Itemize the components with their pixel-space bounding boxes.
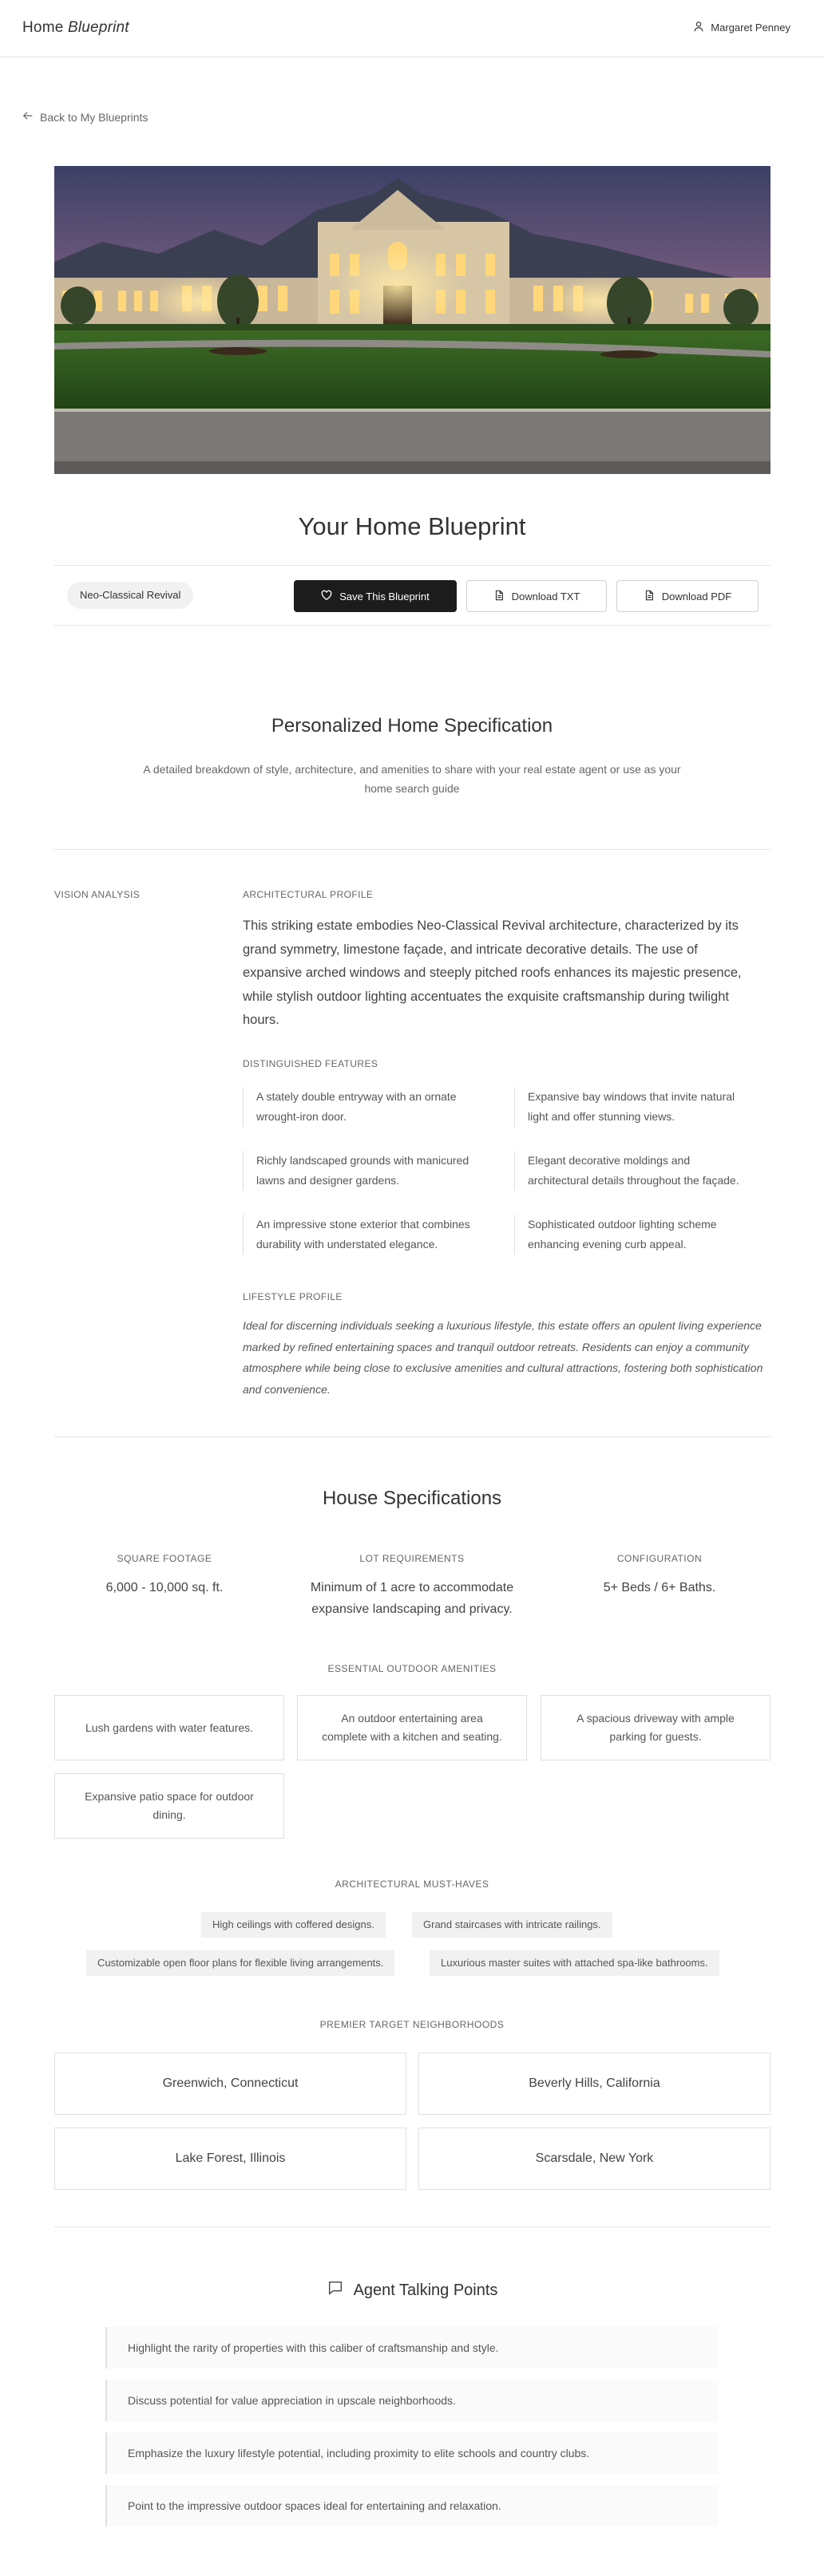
square-footage-value: 6,000 - 10,000 sq. ft. xyxy=(105,1581,224,1594)
save-blueprint-label: Save This Blueprint xyxy=(339,590,430,603)
brand-logo[interactable] xyxy=(22,19,129,37)
action-bar xyxy=(54,565,771,626)
section-divider xyxy=(54,1436,771,1437)
neighborhood-card: Greenwich, Connecticut xyxy=(54,2053,406,2115)
user-icon xyxy=(693,21,704,34)
back-link-label: Back to My Blueprints xyxy=(40,110,149,124)
feature-item: A stately double entryway with an ornate wrought-iron door. xyxy=(243,1087,482,1127)
chat-bubble-icon xyxy=(327,2279,344,2301)
talking-point: Emphasize the luxury lifestyle potential, including proximity to elite schools and country clubs. xyxy=(105,2432,719,2474)
brand-italic: Blueprint xyxy=(67,19,129,36)
must-have-tag: High ceilings with coffered designs. xyxy=(201,1912,386,1938)
user-name: Margaret Penney xyxy=(711,22,790,34)
agent-talking-points-title: Agent Talking Points xyxy=(353,2281,498,2299)
lot-requirements-value: Minimum of 1 acre to accommodate expansive landscaping and privacy. xyxy=(310,1581,514,1616)
heart-icon xyxy=(321,590,332,603)
arrow-left-icon xyxy=(22,110,34,124)
back-link[interactable] xyxy=(22,110,148,124)
feature-item: Sophisticated outdoor lighting scheme enhancing evening curb appeal. xyxy=(514,1215,754,1254)
must-have-tag: Luxurious master suites with attached spa-like bathrooms. xyxy=(430,1950,719,1976)
file-icon xyxy=(493,590,505,603)
specification-title: Personalized Home Specification xyxy=(271,715,553,737)
feature-item: Expansive bay windows that invite natural light and offer stunning views. xyxy=(514,1087,754,1127)
specification-description: A detailed breakdown of style, architecture, and amenities to share with your real estate agent or use as your home search guide xyxy=(143,763,681,795)
download-txt-button[interactable] xyxy=(466,580,607,612)
agent-talking-points-heading xyxy=(0,2279,824,2301)
download-pdf-button[interactable] xyxy=(616,580,759,612)
architectural-must-haves-label: ARCHITECTURAL MUST-HAVES xyxy=(335,1879,489,1890)
amenity-card: A spacious driveway with ample parking for guests. xyxy=(541,1695,771,1760)
must-have-tag: Customizable open floor plans for flexible living arrangements. xyxy=(86,1950,394,1976)
section-divider xyxy=(54,2226,771,2227)
feature-item: An impressive stone exterior that combines durability with understated elegance. xyxy=(243,1215,482,1254)
house-specifications-title: House Specifications xyxy=(322,1488,502,1509)
lifestyle-profile-text: Ideal for discerning individuals seeking a luxurious lifestyle, this estate offers an opulent living experience marked by refined entertaining spaces and tranquil outdoor retreats. Residents can enjoy a community atmosphere while being close to exclusive amenities and cultural attractions, fostering both sophistication and convenience. xyxy=(243,1319,763,1396)
brand-main: Home xyxy=(22,19,68,36)
hero-house-image xyxy=(54,166,771,474)
page-title: Your Home Blueprint xyxy=(298,512,526,540)
file-icon xyxy=(644,590,655,603)
lifestyle-profile-label: LIFESTYLE PROFILE xyxy=(243,1291,343,1302)
amenity-card: An outdoor entertaining area complete with a kitchen and seating. xyxy=(297,1695,527,1760)
target-neighborhoods-label: PREMIER TARGET NEIGHBORHOODS xyxy=(319,2019,505,2030)
style-badge: Neo-Classical Revival xyxy=(67,582,193,609)
outdoor-amenities-label: ESSENTIAL OUTDOOR AMENITIES xyxy=(327,1663,497,1674)
amenity-card: Lush gardens with water features. xyxy=(54,1695,284,1760)
neighborhood-card: Scarsdale, New York xyxy=(418,2128,771,2190)
download-pdf-label: Download PDF xyxy=(661,590,732,603)
talking-point: Point to the impressive outdoor spaces ideal for entertaining and relaxation. xyxy=(105,2485,719,2527)
feature-item: Richly landscaped grounds with manicured lawns and designer gardens. xyxy=(243,1151,482,1191)
user-menu[interactable] xyxy=(693,21,790,34)
section-divider xyxy=(54,849,771,850)
download-txt-label: Download TXT xyxy=(511,590,580,603)
architectural-profile-label: ARCHITECTURAL PROFILE xyxy=(243,889,374,900)
talking-point: Discuss potential for value appreciation in upscale neighborhoods. xyxy=(105,2380,719,2421)
vision-analysis-label: VISION ANALYSIS xyxy=(54,889,141,900)
neighborhood-card: Lake Forest, Illinois xyxy=(54,2128,406,2190)
square-footage-label: SQUARE FOOTAGE xyxy=(117,1553,212,1564)
architectural-profile-text: This striking estate embodies Neo-Classical Revival architecture, characterized by its grand symmetry, limestone façade, and intricate decorative details. The use of expansive arched windows and steeply pitched roofs enhances its majestic presence, while stylish outdoor lighting accentuates the exquisite craftsmanship during twilight hours. xyxy=(243,919,742,1027)
configuration-label: CONFIGURATION xyxy=(616,1553,703,1564)
amenity-card: Expansive patio space for outdoor dining. xyxy=(54,1773,284,1839)
feature-item: Elegant decorative moldings and architectural details throughout the façade. xyxy=(514,1151,754,1191)
top-header xyxy=(0,0,824,57)
configuration-value: 5+ Beds / 6+ Baths. xyxy=(603,1581,716,1594)
save-blueprint-button[interactable] xyxy=(294,580,457,612)
must-have-tag: Grand staircases with intricate railings. xyxy=(412,1912,612,1938)
distinguished-features-label: DISTINGUISHED FEATURES xyxy=(243,1058,378,1069)
neighborhood-card: Beverly Hills, California xyxy=(418,2053,771,2115)
lot-requirements-label: LOT REQUIREMENTS xyxy=(359,1553,465,1564)
talking-point: Highlight the rarity of properties with this caliber of craftsmanship and style. xyxy=(105,2327,719,2369)
